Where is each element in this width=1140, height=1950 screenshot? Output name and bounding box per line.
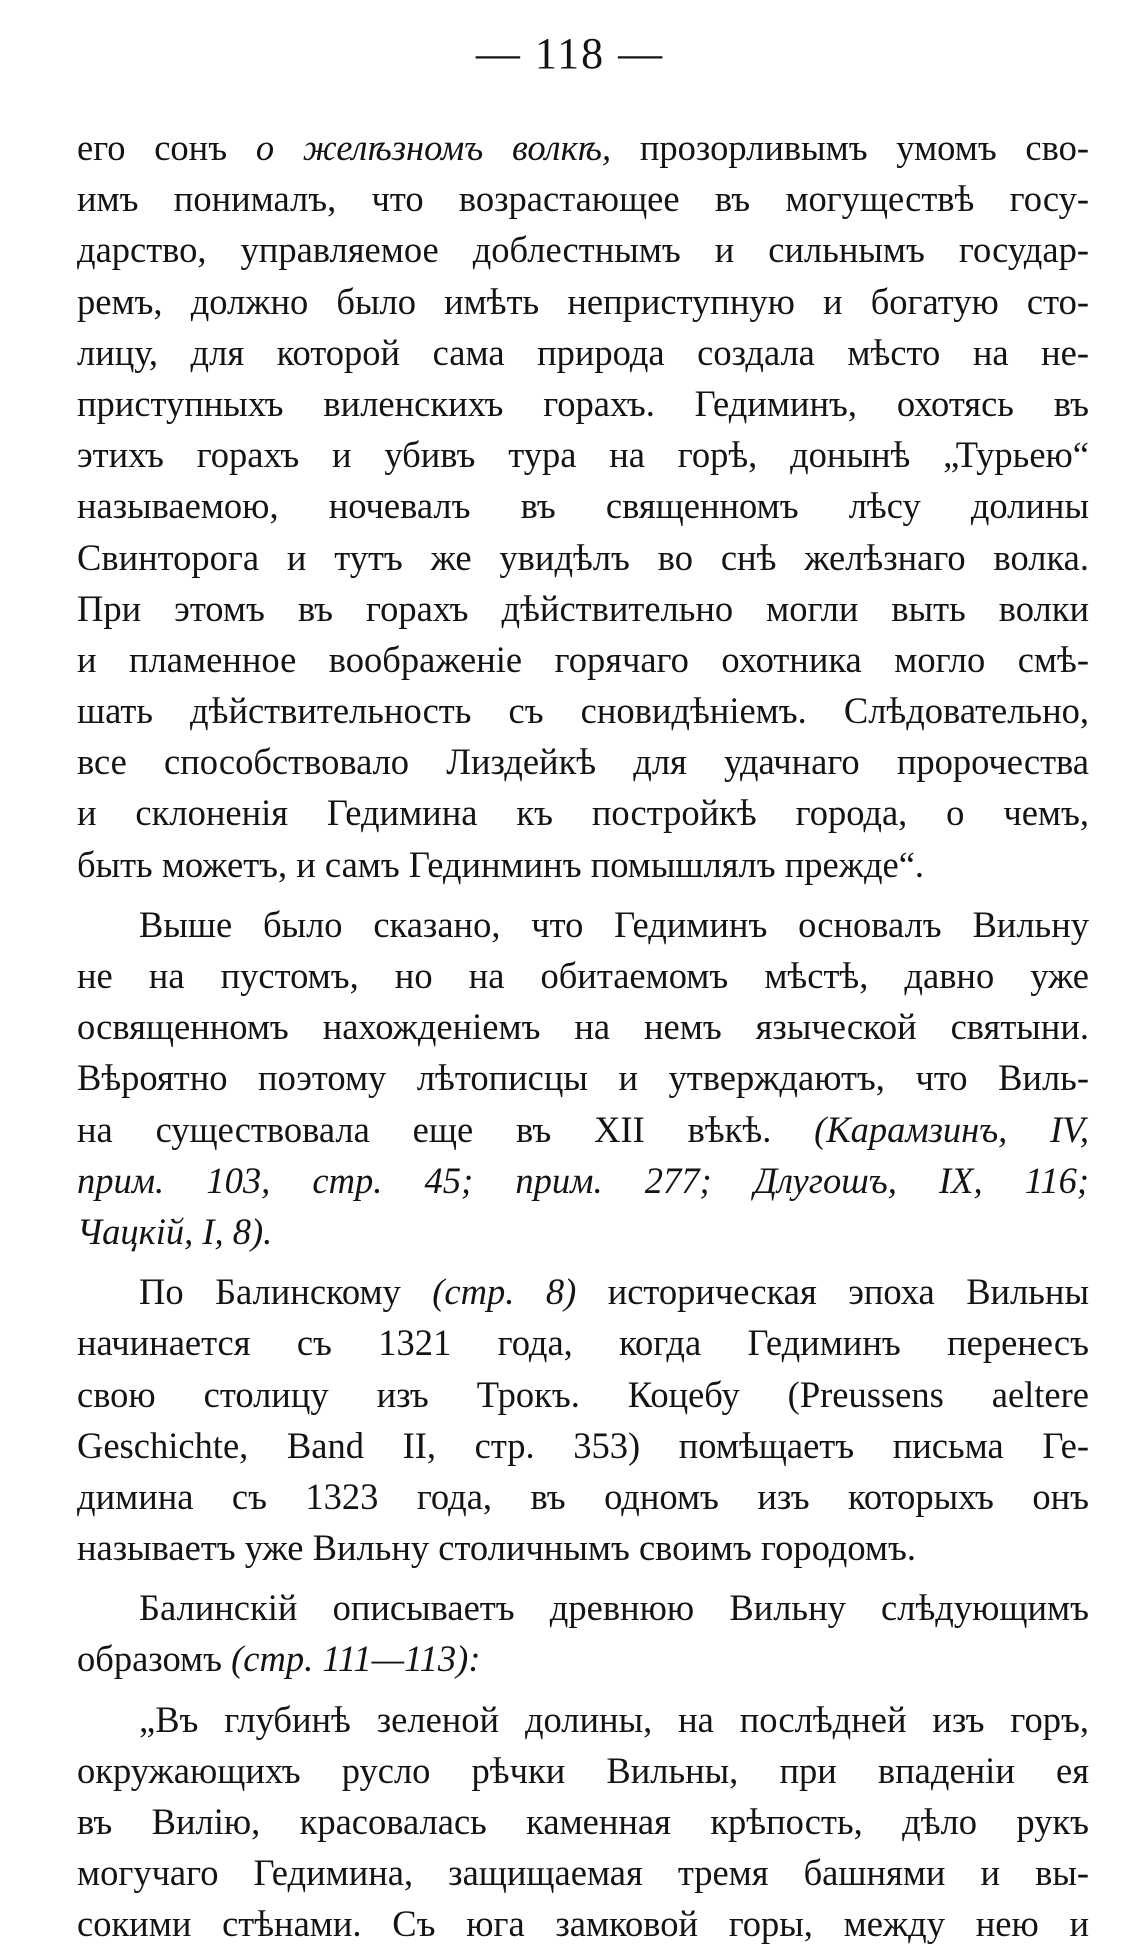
text-segment: образомъ [77, 1638, 232, 1680]
text-line [77, 1582, 1089, 1633]
text-line [77, 276, 1089, 327]
text-line [77, 429, 1089, 480]
text-line [77, 1206, 1089, 1257]
text-line [77, 122, 1089, 173]
italic-citation: (Карамзинъ, IV, [814, 1108, 1089, 1150]
text-line [77, 532, 1089, 583]
text-line [77, 1633, 1089, 1684]
text-segment: начинается съ 1321 года, когда Гедиминъ перенесъ [77, 1322, 1089, 1364]
text-line [77, 685, 1089, 736]
italic-citation: (стр. 111—113): [231, 1638, 481, 1680]
text-segment: этихъ горахъ и убивъ тура на горѣ, донынѣ „Турьею“ [77, 434, 1089, 476]
text-segment: могучаго Гедимина, защищаемая тремя башнями и вы- [77, 1852, 1089, 1894]
text-segment: имъ понималъ, что возрастающее въ могуществѣ госу- [77, 178, 1089, 220]
page-number: — 118 — [475, 29, 665, 78]
text-line [77, 1052, 1089, 1103]
text-line [77, 1522, 1089, 1573]
text-line [77, 1471, 1089, 1522]
text-segment: быть можетъ, и самъ Гединминъ помышлялъ прежде“. [77, 843, 925, 885]
text-segment: Geschichte, Band II, стр. 353) помѣщаетъ письма Ге- [77, 1424, 1089, 1466]
text-line [77, 327, 1089, 378]
text-segment: „Въ глубинѣ зеленой долины, на послѣдней изъ горъ, [139, 1698, 1089, 1740]
text-segment: окружающихъ русло рѣчки Вильны, при впаденіи ея [77, 1749, 1089, 1791]
text-line [77, 787, 1089, 838]
text-segment: называемою, ночевалъ въ священномъ лѣсу долины [77, 485, 1089, 527]
text-line [77, 1745, 1089, 1796]
text-line [77, 736, 1089, 787]
text-segment: сокими стѣнами. Съ юга замковой горы, между нею и [77, 1903, 1089, 1945]
text-segment: его сонъ [77, 127, 256, 168]
text-line [77, 1369, 1089, 1420]
text-line [77, 1420, 1089, 1471]
text-segment: на существовала еще въ XII вѣкѣ. [77, 1108, 815, 1150]
text-line [77, 1266, 1089, 1317]
text-segment: При этомъ въ горахъ дѣйствительно могли выть волки [77, 587, 1089, 629]
italic-citation: прим. 103, стр. 45; прим. 277; Длугошъ, IX, 116; [77, 1159, 1089, 1201]
text-segment: не на пустомъ, но на обитаемомъ мѣстѣ, давно уже [77, 955, 1089, 996]
text-segment: прозорливымъ умомъ сво- [611, 127, 1090, 168]
text-segment: ремъ, должно было имѣть неприступную и богатую сто- [77, 280, 1089, 322]
text-segment: Вѣроятно поэтому лѣтописцы и утверждаютъ, что Виль- [77, 1057, 1089, 1099]
text-line [77, 173, 1089, 224]
text-line [77, 899, 1089, 950]
text-segment: Свинторога и тутъ же увидѣлъ во снѣ желѣзнаго волка. [77, 536, 1089, 578]
text-segment: димина съ 1323 года, въ одномъ изъ которыхъ онъ [77, 1475, 1089, 1517]
italic-citation: Чацкій, I, 8). [77, 1210, 273, 1252]
text-segment: лицу, для которой сама природа создала мѣсто на не- [77, 331, 1089, 373]
italic-citation: о желѣзномъ волкѣ, [255, 127, 612, 168]
text-segment: По Балинскому [139, 1271, 433, 1313]
text-line [77, 1317, 1089, 1368]
text-segment: Балинскій описываетъ древнюю Вильну слѣдующимъ [139, 1587, 1089, 1629]
body-text [77, 122, 1089, 1950]
text-segment: Выше было сказано, что Гедиминъ основалъ Вильну [139, 903, 1089, 945]
text-line [77, 1155, 1089, 1206]
italic-citation: (стр. 8) [432, 1271, 577, 1313]
text-segment: называетъ уже Вильну столичнымъ своимъ городомъ. [77, 1527, 917, 1569]
text-line [77, 1104, 1089, 1155]
text-line [77, 839, 1089, 890]
text-segment: шать дѣйствительность съ сновидѣніемъ. Слѣдовательно, [77, 690, 1089, 732]
text-segment: приступныхъ виленскихъ горахъ. Гедиминъ, охотясь въ [77, 382, 1089, 424]
text-line [77, 224, 1089, 275]
text-line [77, 950, 1089, 1001]
text-segment: въ Вилію, красовалась каменная крѣпость, дѣло рукъ [77, 1801, 1089, 1842]
text-line [77, 1898, 1089, 1949]
text-line [77, 1001, 1089, 1052]
text-line [77, 1847, 1089, 1898]
text-line [77, 634, 1089, 685]
text-segment: дарство, управляемое доблестнымъ и сильнымъ государ- [77, 229, 1089, 271]
text-segment: и пламенное воображеніе горячаго охотника могло смѣ- [77, 638, 1089, 680]
text-line [77, 1796, 1089, 1847]
text-segment: все способствовало Лиздейкѣ для удачнаго пророчества [77, 741, 1089, 783]
text-segment: свою столицу изъ Трокъ. Коцебу (Preussens aeltere [77, 1373, 1089, 1415]
text-line [77, 378, 1089, 429]
text-line [77, 583, 1089, 634]
text-line [77, 480, 1089, 531]
text-segment: историческая эпоха Вильны [576, 1271, 1089, 1313]
text-segment: освященномъ нахожденіемъ на немъ языческой святыни. [77, 1006, 1089, 1048]
text-segment: и склоненія Гедимина къ постройкѣ города, о чемъ, [77, 792, 1089, 834]
text-line [77, 1694, 1089, 1745]
